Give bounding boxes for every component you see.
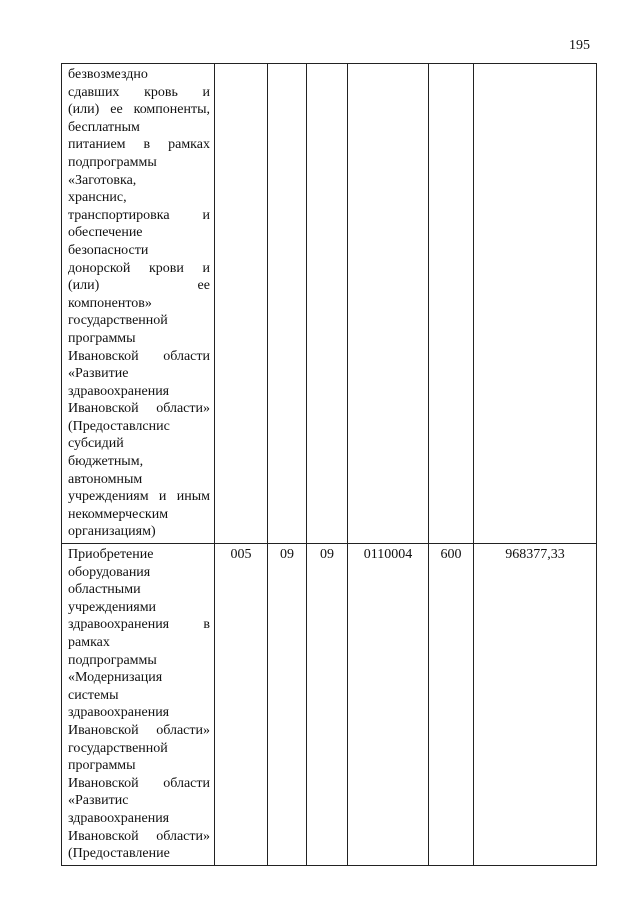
description-line: безвозмездно bbox=[68, 67, 148, 82]
description-line: организациям) bbox=[68, 524, 156, 540]
description-line: питанием в рамках bbox=[68, 137, 210, 153]
description-text bbox=[68, 546, 210, 863]
budget-table bbox=[61, 63, 597, 866]
description-line: безопасности bbox=[68, 242, 149, 258]
description-line: подпрограммы bbox=[68, 652, 157, 668]
description-line: учреждениями bbox=[68, 599, 157, 615]
description-line: Ивановской области» bbox=[68, 401, 210, 417]
description-line: Ивановской области bbox=[68, 775, 210, 791]
description-line: сдавших кровь и bbox=[68, 84, 210, 100]
description-line: подпрограммы bbox=[68, 154, 157, 170]
description-line: программы bbox=[68, 330, 136, 346]
expense-type-cell: 600 bbox=[429, 544, 474, 866]
description-line: учреждениям и иным bbox=[68, 489, 210, 505]
description-line: рамках bbox=[68, 635, 110, 650]
description-line: «Заготовка, bbox=[68, 172, 137, 188]
description-line: (Предоставлснис bbox=[68, 418, 170, 434]
description-line: (или) ее компоненты, bbox=[68, 102, 210, 118]
ministry-code-cell bbox=[215, 64, 268, 544]
description-line: системы bbox=[68, 687, 119, 703]
description-line: автономным bbox=[68, 471, 143, 487]
page-number: 195 bbox=[569, 38, 590, 53]
description-line: государственной bbox=[68, 313, 168, 329]
subsection-cell: 09 bbox=[307, 544, 348, 866]
description-cell bbox=[62, 544, 215, 866]
description-line: оборудования bbox=[68, 564, 151, 580]
ministry-code-cell: 005 bbox=[215, 544, 268, 866]
description-line: Ивановской области» bbox=[68, 722, 210, 738]
description-line: донорской крови и bbox=[68, 260, 210, 276]
description-line: хранснис, bbox=[68, 190, 127, 206]
description-text bbox=[68, 66, 210, 541]
description-line: здравоохранения bbox=[68, 383, 170, 399]
amount-cell bbox=[474, 64, 597, 544]
description-line: программы bbox=[68, 758, 136, 774]
description-line: государственной bbox=[68, 740, 168, 756]
description-line: бюджетным, bbox=[68, 454, 144, 470]
description-line: здравоохранения bbox=[68, 810, 170, 826]
amount-cell: 968377,33 bbox=[474, 544, 597, 866]
description-line: некоммерческим bbox=[68, 506, 169, 522]
description-line: Ивановской области» bbox=[68, 828, 210, 844]
description-line: здравоохранения в bbox=[68, 617, 210, 633]
description-line: «Развитис bbox=[68, 793, 129, 809]
description-line: Ивановской области bbox=[68, 348, 210, 364]
description-line: (Предоставление bbox=[68, 846, 170, 862]
description-cell bbox=[62, 64, 215, 544]
section-cell: 09 bbox=[268, 544, 307, 866]
description-line: «Развитие bbox=[68, 366, 129, 382]
subsection-cell bbox=[307, 64, 348, 544]
table-row bbox=[62, 64, 597, 544]
description-line: компонентов» bbox=[68, 295, 152, 311]
description-line: здравоохранения bbox=[68, 705, 170, 721]
expense-type-cell bbox=[429, 64, 474, 544]
target-article-cell bbox=[348, 64, 429, 544]
target-article-cell: 0110004 bbox=[348, 544, 429, 866]
description-line: обеспечение bbox=[68, 225, 143, 241]
description-line: (или) ее bbox=[68, 278, 210, 294]
description-line: Приобретение bbox=[68, 547, 154, 563]
section-cell bbox=[268, 64, 307, 544]
table-row bbox=[62, 544, 597, 866]
description-line: бесплатным bbox=[68, 119, 140, 135]
description-line: «Модернизация bbox=[68, 670, 163, 686]
description-line: транспортировка и bbox=[68, 207, 210, 223]
description-line: субсидий bbox=[68, 436, 124, 452]
description-line: областными bbox=[68, 582, 141, 598]
